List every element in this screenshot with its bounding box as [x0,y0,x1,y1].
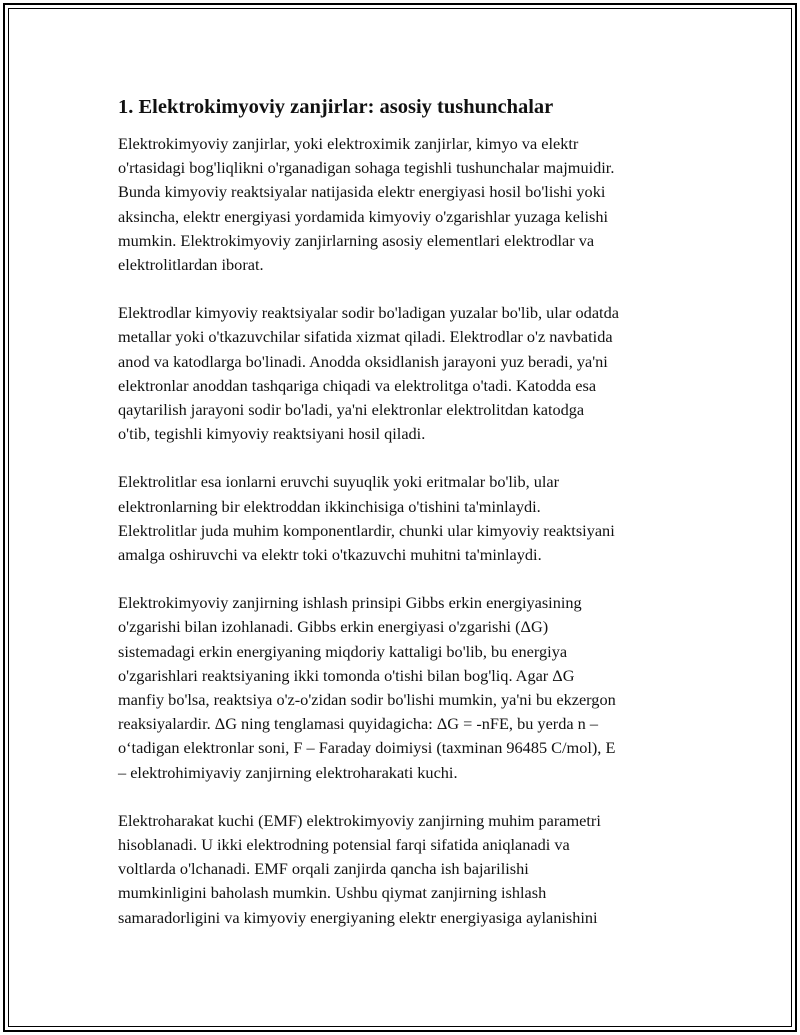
paragraph-emf: Elektroharakat kuchi (EMF) elektrokimyoviy zanjirning muhim parametri hisoblanadi. U ikki elektrodning potensial farqi sifatida aniqlanadi va voltlarda o'lchanadi. EMF orqali zanjirda qancha ish bajarilishi mumkinligini baholash mumkin. Ushbu qiymat zanjirning ishlash samaradorligini va kimyoviy energiyaning elektr energiyasiga aylanishini [118,810,601,927]
paragraph-gibbs-energy: Elektrokimyoviy zanjirning ishlash prinsipi Gibbs erkin energiyasining o'zgarishi bilan izohlanadi. Gibbs erkin energiyasi o'zgarishi (ΔG) sistemadagi erkin energiyaning miqdoriy kattaligi bo'lib, bu energiya o'zgarishlari reaktsiyaning ikki tomonda o'tishi bilan bog'liq. Agar ΔG manfiy bo'lsa, reaktsiya o'z-o'zidan sodir bo'lishi mumkin, ya'ni bu ekzergon reaksiyalardir. ΔG ning tenglamasi quyidagicha: ΔG = -nFE, bu yerda n – o‘tadigan elektronlar soni, F – Faraday doimiysi (taxminan 96485 C/mol), E – elektrohimiyaviy zanjirning elektroharakati kuchi. [118,593,616,782]
section-heading: 1. Elektrokimyoviy zanjirlar: asosiy tushunchalar [118,96,554,118]
paragraph-intro: Elektrokimyoviy zanjirlar, yoki elektroximik zanjirlar, kimyo va elektr o'rtasidagi bog'liqlikni o'rganadigan sohaga tegishli tushunchalar majmuidir. Bunda kimyoviy reaktsiyalar natijasida elektr energiyasi hosil bo'lishi yoki aksincha, elektr energiyasi yordamida kimyoviy o'zgarishlar yuzaga kelishi mumkin. Elektrokimyoviy zanjirlarning asosiy elementlari elektrodlar va elektrolitlardan iborat. [118,134,615,275]
paragraph-electrodes: Elektrodlar kimyoviy reaktsiyalar sodir bo'ladigan yuzalar bo'lib, ular odatda metallar yoki o'tkazuvchilar sifatida xizmat qiladi. Elektrodlar o'z navbatida anod va katodlarga bo'linadi. Anodda oksidlanish jarayoni yuz beradi, ya'ni elektronlar anoddan tashqariga chiqadi va elektrolitga o'tadi. Katodda esa qaytarilish jarayoni sodir bo'ladi, ya'ni elektronlar elektrolitdan katodga o'tib, tegishli kimyoviy reaktsiyani hosil qiladi. [118,303,619,444]
paragraph-electrolytes: Elektrolitlar esa ionlarni eruvchi suyuqlik yoki eritmalar bo'lib, ular elektronlarning bir elektroddan ikkinchisiga o'tishini ta'minlaydi. Elektrolitlar juda muhim komponentlardir, chunki ular kimyoviy reaktsiyani amalga oshiruvchi va elektr toki o'tkazuvchi muhitni ta'minlaydi. [118,472,615,565]
document-body [118,94,690,954]
